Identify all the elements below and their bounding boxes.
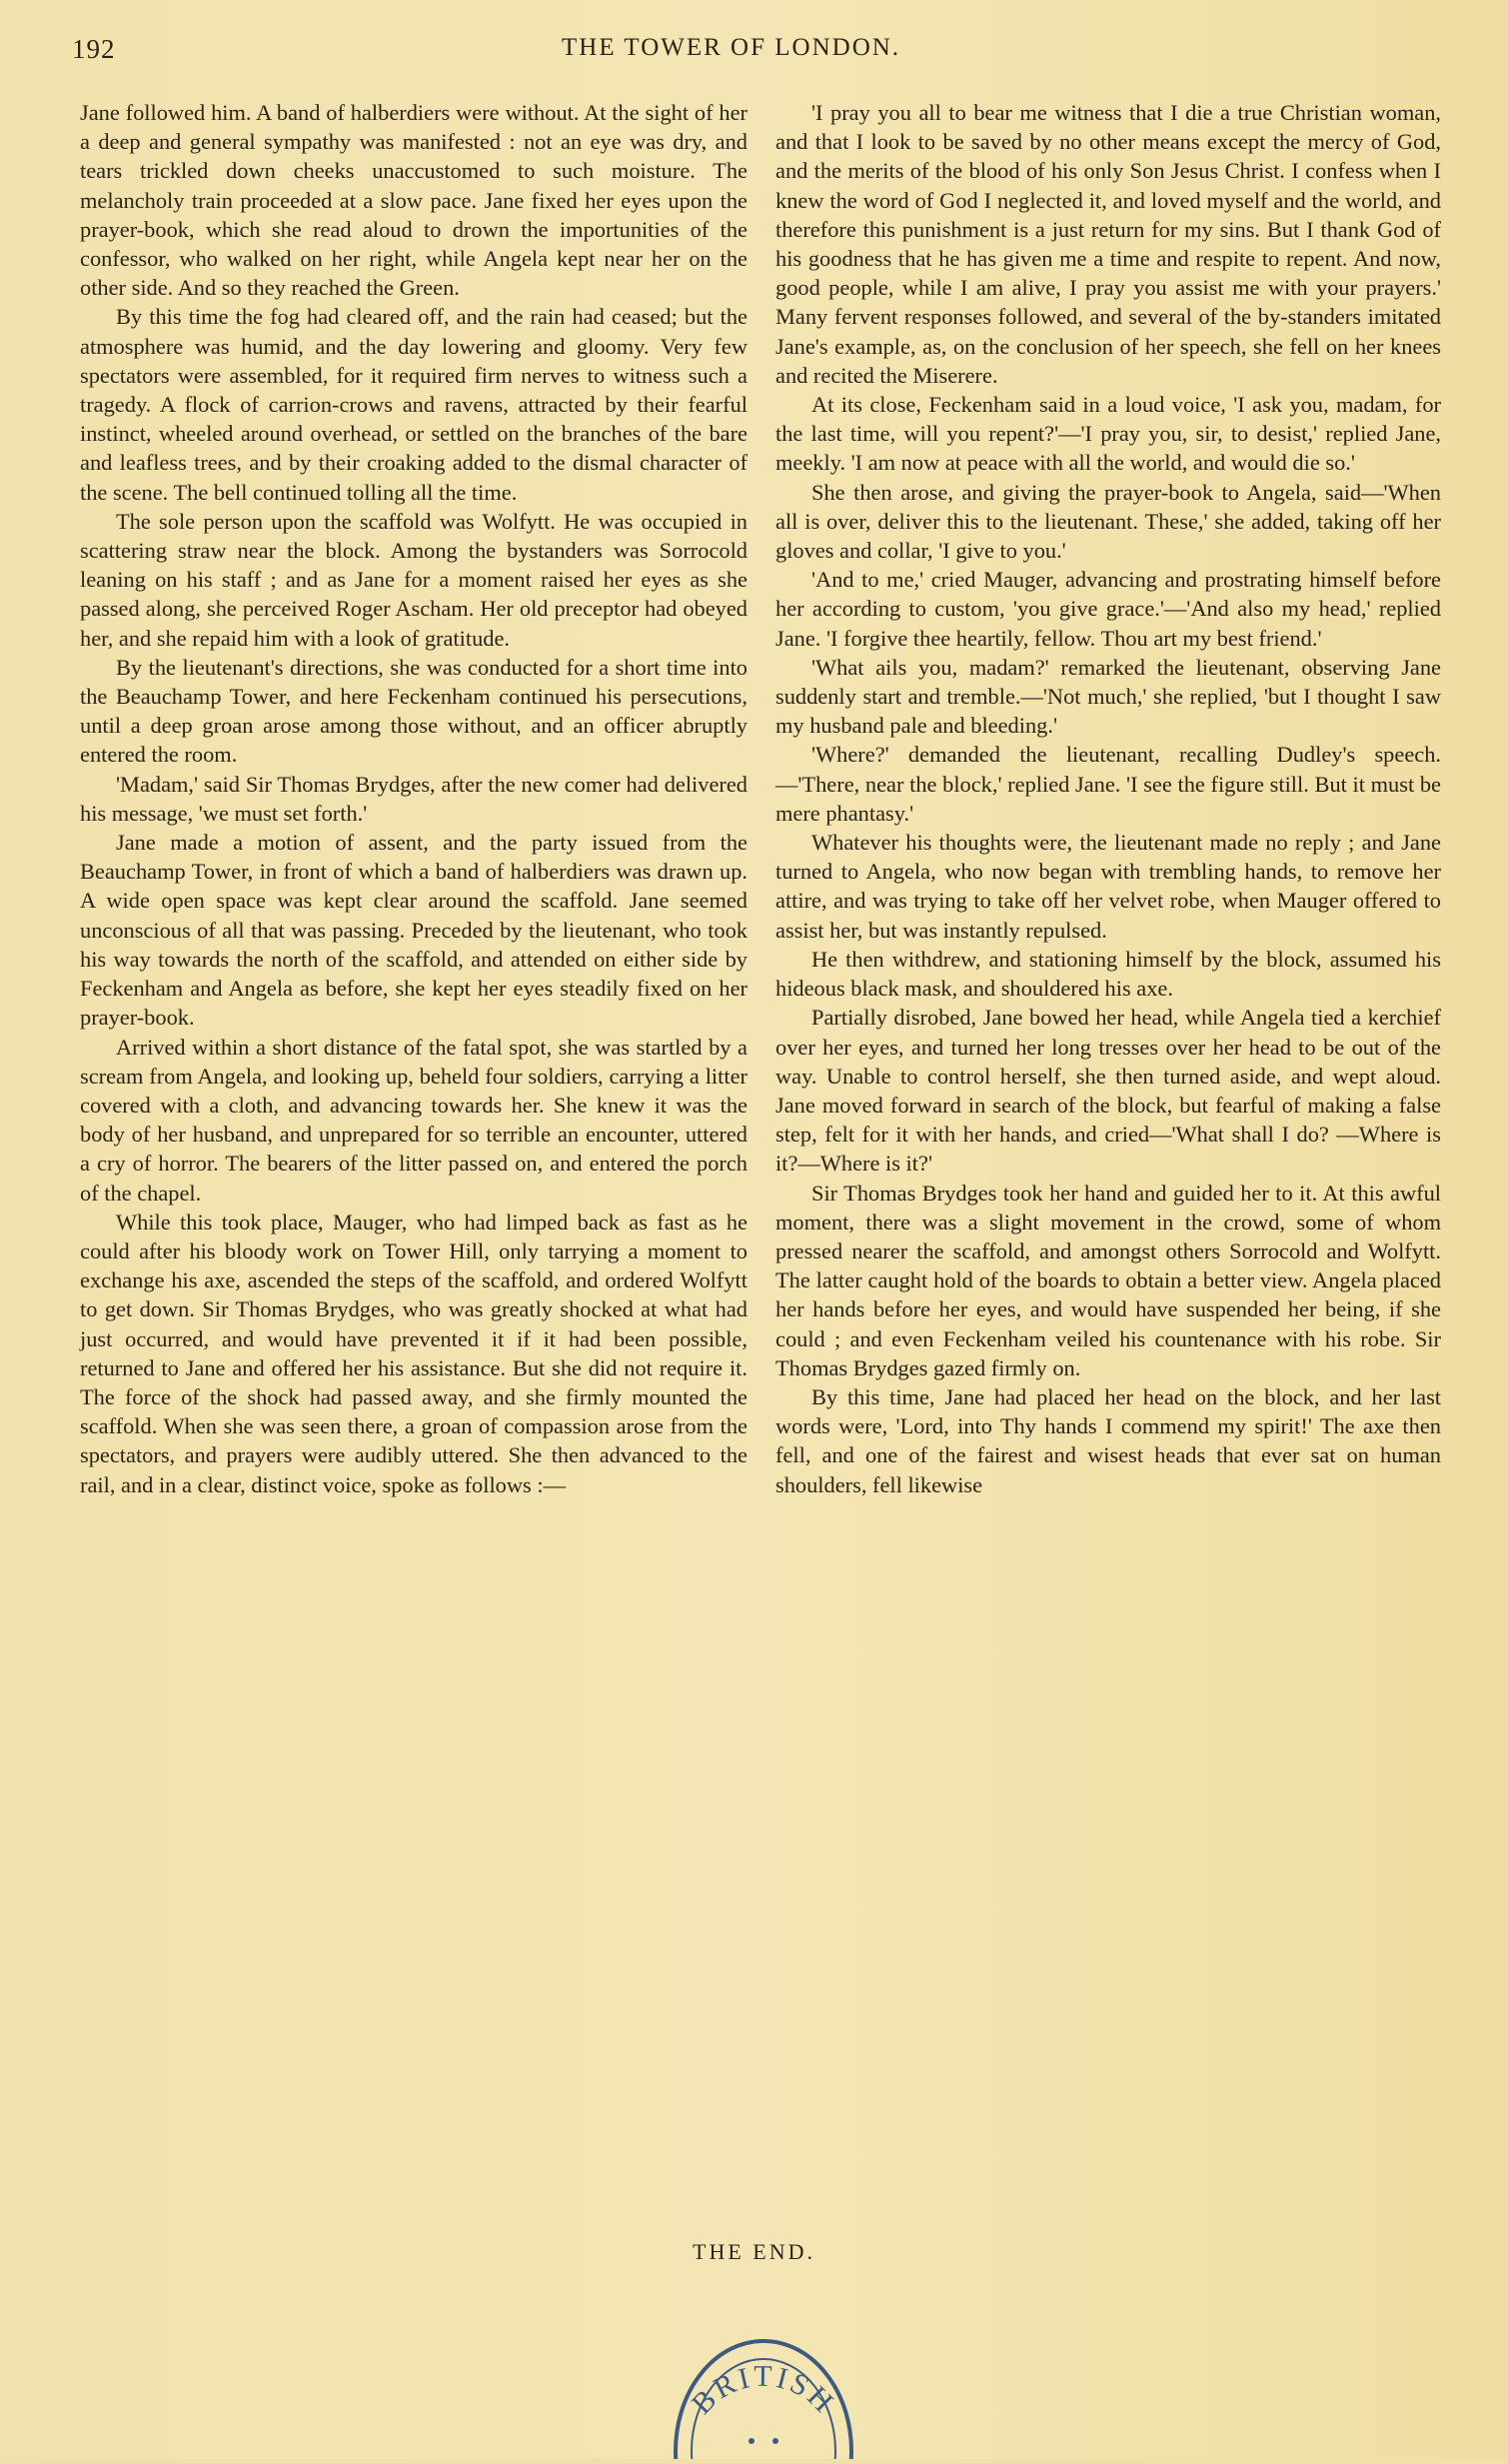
right-column [775,98,1441,1499]
the-end-label: THE END. [693,2239,815,2264]
paragraph: Jane followed him. A band of halberdiers were without. At the sight of her a deep and general sympathy was manifested : not an eye was dry, and tears trickled down cheeks unaccustomed to such moisture. The melancholy train proceeded at a slow pace. Jane fixed her eyes upon the prayer-book, which she read aloud to drown the importunities of the confessor, who walked on her right, while Angela kept near her on the other side. And so they reached the Green. [80,100,748,301]
stamp-text: BRITISH [685,2359,842,2421]
paragraph: 'And to me,' cried Mauger, advancing and prostrating himself before her according to custom, 'you give grace.'—'And also my head,' replied Jane. 'I forgive thee heartily, fellow. Thou art my best friend.' [775,567,1441,651]
paragraph: He then withdrew, and stationing himself by the block, assumed his hideous black mask, and shouldered his axe. [775,946,1441,1002]
library-stamp [664,2291,863,2459]
paragraph: By the lieutenant's directions, she was conducted for a short time into the Beauchamp Tower, and here Feckenham continued his persecutions, until a deep groan arose among those without, and an officer abruptly entered the room. [80,654,748,768]
paragraph: At its close, Feckenham said in a loud voice, 'I ask you, madam, for the last time, will you repent?'—'I pray you, sir, to desist,' replied Jane, meekly. 'I am now at peace with all the world, and would die so.' [775,392,1441,476]
paragraph: Sir Thomas Brydges took her hand and guided her to it. At this awful moment, there was a slight movement in the crowd, some of whom pressed nearer the scaffold, and amongst others Sorrocold and Wolfytt. The latter caught hold of the boards to obtain a better view. Angela placed her hands before her eyes, and would have suspended her being, if she could ; and even Feckenham veiled his countenance with his robe. Sir Thomas Brydges gazed firmly on. [775,1180,1441,1380]
paragraph: The sole person upon the scaffold was Wolfytt. He was occupied in scattering straw near the block. Among the bystanders was Sorrocold leaning on his staff ; and as Jane for a moment raised her eyes as she passed along, she perceived Roger Ascham. Her old preceptor had obeyed her, and she repaid him with a look of gratitude. [80,508,748,651]
svg-text:BRITISH [686,2360,841,2421]
paragraph: While this took place, Mauger, who had limped back as fast as he could after his bloody work on Tower Hill, only tarrying a moment to exchange his axe, ascended the steps of the scaffold, and ordered Wolfytt to get down. Sir Thomas Brydges, who was greatly shocked at what had just occurred, and would have prevented it if it had been possible, returned to Jane and offered her his assistance. But she did not require it. The force of the shock had passed away, and she firmly mounted the scaffold. When she was seen there, a groan of compassion arose from the spectators, and prayers were audibly uttered. She then advanced to the rail, and in a clear, distinct voice, spoke as follows :— [80,1209,748,1497]
page-number: 192 [72,34,116,64]
stamp-seal-icon [664,2291,863,2459]
running-title: THE TOWER OF LONDON. [562,34,901,61]
paragraph: She then arose, and giving the prayer-book to Angela, said—'When all is over, deliver this to the lieutenant. These,' she added, taking off her gloves and collar, 'I give to you.' [775,479,1441,564]
paragraph: By this time, Jane had placed her head on the block, and her last words were, 'Lord, into Thy hands I commend my spirit!' The axe then fell, and one of the fairest and wisest heads that ever sat on human shoulders, fell likewise [775,1383,1441,1497]
paragraph: 'What ails you, madam?' remarked the lieutenant, observing Jane suddenly start and tremble.—'Not much,' she replied, 'but I thought I saw my husband pale and bleeding.' [775,654,1441,739]
paragraph: Arrived within a short distance of the fatal spot, she was startled by a scream from Angela, and looking up, beheld four soldiers, carrying a litter covered with a cloth, and advancing towards her. She knew it was the body of her husband, and unprepared for so terrible an encounter, uttered a cry of horror. The bearers of the litter passed on, and entered the porch of the chapel. [80,1034,748,1206]
left-column [80,98,748,1499]
page-header [72,34,1451,74]
paragraph: Jane made a motion of assent, and the party issued from the Beauchamp Tower, in front of which a band of halberdiers was drawn up. A wide open space was kept clear around the scaffold. Jane seemed unconscious of all that was passing. Preceded by the lieutenant, who took his way towards the north of the scaffold, and attended on either side by Feckenham and Angela as before, she kept her eyes steadily fixed on her prayer-book. [80,830,748,1031]
paragraph: 'Where?' demanded the lieutenant, recalling Dudley's speech. —'There, near the block,' replied Jane. 'I see the figure still. But it must be mere phantasy.' [775,742,1441,826]
paragraph: 'I pray you all to bear me witness that I die a true Christian woman, and that I look to be saved by no other means except the mercy of God, and the merits of the blood of his only Son Jesus Christ. I confess when I knew the word of God I neglected it, and loved myself and the world, and therefore this punishment is a just return for my sins. But I thank God of his goodness that he has given me a time and respite to repent. And now, good people, while I am alive, I pray you assist me with your prayers.' Many fervent responses followed, and several of the by-standers imitated Jane's example, as, on the conclusion of her speech, she fell on her knees and recited the Miserere. [775,100,1441,388]
paragraph: 'Madam,' said Sir Thomas Brydges, after the new comer had delivered his message, 'we must set forth.' [80,771,748,826]
paragraph: Partially disrobed, Jane bowed her head, while Angela tied a kerchief over her eyes, and turned her long tresses over her head to be out of the way. Unable to control herself, she then turned aside, and wept aloud. Jane moved forward in search of the block, but fearful of making a false step, felt for it with her hands, and cried—'What shall I do? —Where is it?—Where is it?' [775,1005,1441,1177]
paragraph: Whatever his thoughts were, the lieutenant made no reply ; and Jane turned to Angela, who now began with trembling hands, to remove her attire, and was trying to take off her velvet robe, when Mauger offered to assist her, but was instantly repulsed. [775,830,1441,943]
paragraph: By this time the fog had cleared off, and the rain had ceased; but the atmosphere was humid, and the day lowering and gloomy. Very few spectators were assembled, for it required firm nerves to witness such a tragedy. A flock of carrion-crows and ravens, attracted by their fearful instinct, wheeled around overhead, or settled on the branches of the bare and leafless trees, and by their croaking added to the dismal character of the scene. The bell continued tolling all the time. [80,304,748,505]
